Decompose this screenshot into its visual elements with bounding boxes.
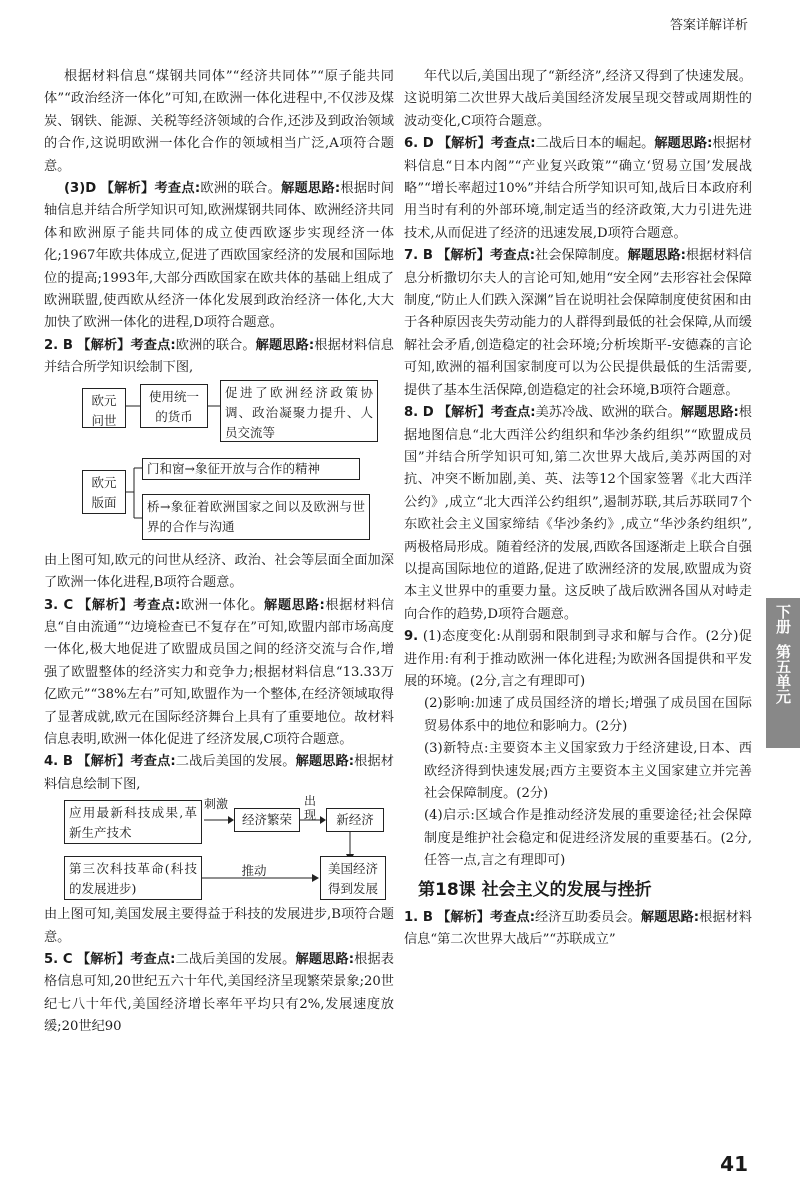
thinking-tag: 解题思路: — [255, 337, 315, 353]
answer-text: 根据材料信息“自由流通”“边境检查已不复存在”可知,欧盟内部市场高度一体化,极大地促进了欧盟成员国之间的经济交流与合作,增强了欧盟整体的经济实力和竞争力;根据材料信息“13.33万亿欧元”“38%左右”可知,欧盟作为一个整体,在经济领域取得了显著成就,欧元在国际经济舞台上具有了重要地位。故材料信息表明,欧洲一体化促进了经济发展,C项符合题意。 — [44, 597, 394, 747]
topic: 欧洲的联合。 — [175, 337, 256, 353]
diagram-conclusion: 由上图可知,欧元的问世从经济、政治、社会等层面全面加深了欧洲一体化进程,B项符合题意。 — [44, 552, 394, 591]
answer-text: 根据材料信息“日本内阁”“产业复兴政策”“确立‘贸易立国’发展战略”“增长率超过10%”并结合所学知识可知,战后日本政府利用当时有利的外部环境,制定适当的经济政策,大力引进先进技术,从而促进了经济的迅速发展,D项符合题意。 — [404, 136, 752, 241]
answer-item — [44, 949, 394, 1039]
topic: 美苏冷战、欧洲的联合。 — [535, 405, 681, 421]
us-growth-box: 美国经济得到发展 — [320, 856, 386, 900]
prosperity-box: 经济繁荣 — [234, 808, 300, 832]
answer-label: 6. D — [404, 136, 434, 152]
thinking-tag: 解题思路: — [680, 405, 739, 421]
answer-text: 根据材料信息绘制下图, — [44, 754, 394, 792]
topic: 欧洲的联合。 — [200, 181, 282, 197]
lesson-title: 第18课 社会主义的发展与挫折 — [418, 879, 652, 900]
emerge-label: 出现 — [303, 794, 316, 823]
answer-part: (2)影响:加速了成员国经济的增长;增强了成员国在国际贸易体系中的地位和影响力。(2分) — [424, 696, 752, 734]
thinking-tag: 解题思路: — [281, 181, 341, 197]
answer-part: (4)启示:区域合作是推动经济发展的重要途径;社会保障制度是维护社会稳定和促进经济发展的重要基石。(2分,任答一点,言之有理即可) — [424, 808, 752, 869]
third-tech-revolution-box: 第三次科技革命(科技的发展进步) — [64, 856, 202, 900]
analysis-tag: 【解析】考查点: — [100, 181, 201, 197]
answer-item — [44, 178, 394, 335]
euro-launch-box: 欧元问世 — [82, 388, 126, 428]
unit-side-tab — [766, 598, 800, 748]
answer-label: 9. — [404, 629, 419, 645]
answer-text: 根据材料信息“第二次世界大战后”“苏联成立” — [404, 909, 752, 948]
analysis-tag: 【解析】考查点: — [437, 405, 536, 421]
new-economy-box: 新经济 — [326, 808, 384, 832]
doors-windows-box: 门和窗→象征开放与合作的精神 — [142, 458, 360, 480]
right-column — [404, 66, 752, 951]
thinking-tag: 解题思路: — [627, 248, 686, 264]
answer-item — [404, 133, 752, 245]
euro-design-box: 欧元版面 — [82, 470, 126, 514]
analysis-tag: 【解析】考查点: — [437, 248, 535, 264]
volume-label: 下册 — [774, 604, 792, 634]
answer-label: 2. B — [44, 337, 73, 353]
answer-label: (3)D — [64, 181, 97, 197]
page-header: 答案详解详析 — [669, 18, 748, 33]
diagram-conclusion: 由上图可知,美国发展主要得益于科技的发展进步,B项符合题意。 — [44, 907, 394, 945]
answer-label: 1. B — [404, 909, 433, 925]
answer-text: 根据表格信息可知,20世纪五六十年代,美国经济呈现繁荣景象;20世纪七八十年代,美国经济增长率年平均只有2%,发展速度放缓;20世纪90 — [44, 951, 394, 1035]
right-continuation: 年代以后,美国出现了“新经济”,经济又得到了快速发展。这说明第二次世界大战后美国经济发展呈现交替或周期性的波动变化,C项符合题意。 — [404, 69, 752, 129]
new-tech-box: 应用最新科技成果,革新生产技术 — [64, 800, 202, 844]
topic: 经济互助委员会。 — [535, 909, 641, 925]
answer-label: 8. D — [404, 405, 434, 421]
euro-diagram — [44, 380, 394, 550]
answer-item — [44, 751, 394, 796]
topic: 二战后美国的发展。 — [175, 951, 296, 967]
analysis-tag: 【解析】考查点: — [77, 597, 181, 613]
answer-text: 根据材料信息分析撒切尔夫人的言论可知,她用“安全网”去形容社会保障制度,“防止人们跌入深渊”旨在说明社会保障制度使贫困和由于各种原因丧失劳动能力的人群得到最低的社会保障,从而缓解社会矛盾,创造稳定的社会环境;分析埃斯平-安德森的言论可知,欧洲的福利国家制度可以为公民提供最低的生活需要,提供了基本生活保障,创造稳定的社会环境,B项符合题意。 — [404, 248, 753, 398]
thinking-tag: 解题思路: — [640, 909, 700, 925]
answer-text: 根据材料信息并结合所学知识绘制下图, — [44, 337, 394, 376]
left-column — [44, 66, 394, 1039]
bridges-box: 桥→象征着欧洲国家之间以及欧洲与世界的合作与沟通 — [142, 494, 370, 540]
analysis-tag: 【解析】考查点: — [77, 754, 176, 770]
topic: 欧洲一体化。 — [180, 597, 265, 613]
thinking-tag: 解题思路: — [654, 136, 713, 152]
thinking-tag: 解题思路: — [264, 597, 325, 613]
answer-item — [404, 626, 752, 693]
answer-item — [404, 402, 752, 626]
topic: 二战后美国的发展。 — [175, 754, 296, 770]
answer-text: 根据时间轴信息并结合所学知识可知,欧洲煤钢共同体、欧洲经济共同体和欧洲原子能共同体的成立使西欧逐步实现经济一体化;1967年欧共体成立,促进了西欧国家经济的发展和国际地位的提高;1993年,大部分西欧国家在欧共体的基础上组成了欧洲联盟,使西欧从经济一体化发展到政治经济一体化,大大加快了欧洲一体化的进程,D项符合题意。 — [44, 181, 394, 331]
answer-label: 5. C — [44, 951, 73, 967]
topic: 二战后日本的崛起。 — [535, 136, 655, 152]
thinking-tag: 解题思路: — [295, 754, 355, 770]
analysis-tag: 【解析】考查点: — [437, 136, 536, 152]
effects-box: 促进了欧洲经济政策协调、政治凝聚力提升、人员交流等 — [220, 380, 378, 442]
answer-item — [44, 595, 394, 752]
analysis-tag: 【解析】考查点: — [77, 337, 176, 353]
answer-label: 7. B — [404, 248, 433, 264]
topic: 社会保障制度。 — [535, 248, 628, 264]
stimulate-label: 刺激 — [204, 797, 229, 812]
answer-part: (3)新特点:主要资本主义国家致力于经济建设,日本、西欧经济得到快速发展;西方主要资本主义国家建立并完善社会保障制度。(2分) — [424, 741, 752, 801]
drive-label: 推动 — [241, 863, 267, 879]
answer-item — [404, 245, 752, 402]
analysis-tag: 【解析】考查点: — [437, 909, 535, 925]
single-currency-box: 使用统一的货币 — [140, 384, 208, 428]
us-economy-diagram — [44, 796, 394, 896]
page-number: 41 — [720, 1152, 748, 1176]
answer-label: 3. C — [44, 597, 74, 613]
answer-item — [404, 907, 752, 952]
unit-label: 第五单元 — [774, 644, 792, 704]
answer-part: (1)态度变化:从削弱和限制到寻求和解与合作。(2分)促进作用:有利于推动欧洲一体化进程;为欧洲各国提供和平发展的环境。(2分,言之有理即可) — [404, 629, 752, 689]
left-continuation: 根据材料信息“煤钢共同体”“经济共同体”“原子能共同体”“政治经济一体化”可知,在欧洲一体化进程中,不仅涉及煤炭、钢铁、能源、关税等经济领域的合作,还涉及到政治领域的合作,这说明欧洲一体化合作的领域相当广泛,A项符合题意。 — [44, 69, 394, 174]
thinking-tag: 解题思路: — [295, 951, 355, 967]
analysis-tag: 【解析】考查点: — [76, 951, 176, 967]
answer-item — [44, 335, 394, 380]
answer-label: 4. B — [44, 754, 73, 770]
answer-text: 根据地图信息“北大西洋公约组织和华沙条约组织”“欧盟成员国”并结合所学知识可知,第二次世界大战后,美苏两国的对抗、冲突不断加剧,美、英、法等12个国家签署《北大西洋公约》,成立“北大西洋公约组织”,遏制苏联,其后苏联同7个东欧社会主义国家缔结《华沙条约》,成立“华沙条约组织”,两极格局形成。随着经济的发展,西欧各国逐渐走上联合自强以提高国际地位的道路,促进了欧洲经济的发展,欧盟成为资本主义世界中的重要力量。这反映了战后欧洲各国从对峙走向合作的趋势,D项符合题意。 — [404, 405, 752, 622]
